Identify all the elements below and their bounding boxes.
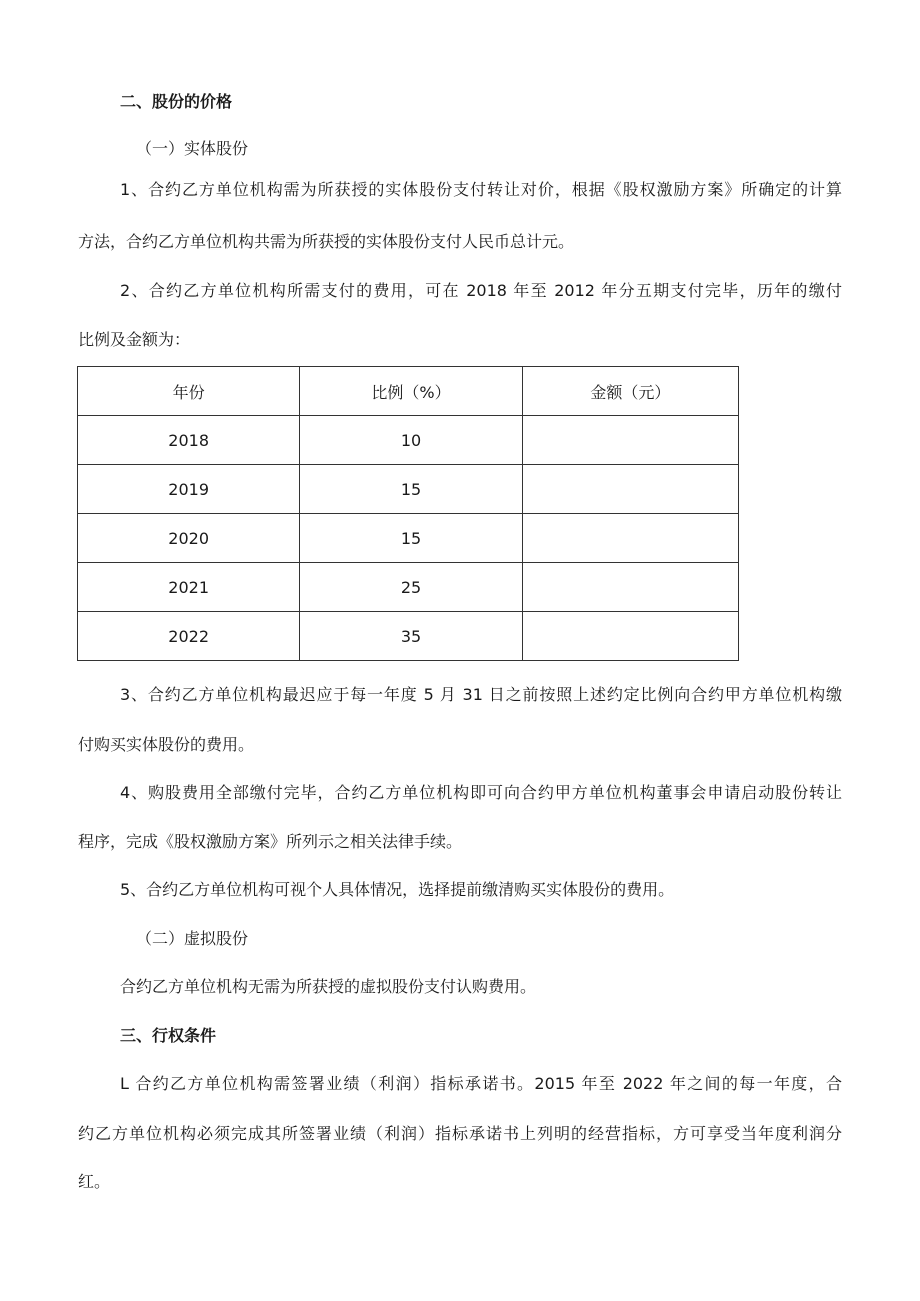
header-amount: 金额（元） [522,367,738,416]
paragraph-4-cont [78,832,842,852]
header-year: 年份 [78,367,300,416]
table-row [78,416,739,465]
section-3-line-2: 约乙方单位机构必须完成其所签署业绩（利润）指标承诺书上列明的经营指标，方可享受当年度利润分 [78,1124,842,1143]
cell-year: 2020 [78,514,300,563]
paragraph-4-line-1: 4、购股费用全部缴付完毕，合约乙方单位机构即可向合约甲方单位机构董事会申请启动股份转让 [120,783,842,802]
section-3-paragraph [78,1074,842,1094]
payment-schedule-table [77,366,739,661]
section-3-heading: 三、行权条件 [120,1026,217,1045]
paragraph-5: 5、合约乙方单位机构可视个人具体情况，选择提前缴清购买实体股份的费用。 [120,880,675,899]
cell-year: 2018 [78,416,300,465]
table-row [78,514,739,563]
section-2-heading: 二、股份的价格 [120,92,233,111]
paragraph-4 [78,783,842,803]
cell-amount [522,416,738,465]
paragraph-1-line-2: 方法，合约乙方单位机构共需为所获授的实体股份支付人民币总计元。 [78,232,575,251]
cell-ratio: 15 [300,465,522,514]
paragraph-1-cont [78,232,842,252]
cell-amount [522,514,738,563]
cell-year: 2022 [78,612,300,661]
paragraph-3-line-2: 付购买实体股份的费用。 [78,735,255,754]
paragraph-1 [78,180,842,200]
cell-amount [522,612,738,661]
table-row [78,465,739,514]
paragraph-1-line-1: 1、合约乙方单位机构需为所获授的实体股份支付转让对价，根据《股权激励方案》所确定的计算 [120,180,842,199]
paragraph-3 [78,685,842,705]
cell-ratio: 35 [300,612,522,661]
paragraph-2 [78,281,842,301]
cell-ratio: 25 [300,563,522,612]
cell-ratio: 15 [300,514,522,563]
table-row [78,612,739,661]
section-3-paragraph-end [78,1172,842,1192]
subsection-virtual-shares: （二）虚拟股份 [136,929,249,948]
paragraph-2-cont [78,330,842,350]
subsection-physical-shares: （一）实体股份 [136,139,249,158]
cell-year: 2021 [78,563,300,612]
cell-amount [522,465,738,514]
cell-year: 2019 [78,465,300,514]
table-header-row [78,367,739,416]
section-3-paragraph-cont [78,1124,842,1144]
paragraph-3-cont [78,735,842,755]
section-3-line-3: 红。 [78,1172,111,1191]
table-row [78,563,739,612]
cell-ratio: 10 [300,416,522,465]
header-ratio: 比例（%） [300,367,522,416]
section-3-line-1: L 合约乙方单位机构需签署业绩（利润）指标承诺书。2015 年至 2022 年之间的每一年度，合 [120,1074,842,1093]
paragraph-2-line-1: 2、合约乙方单位机构所需支付的费用，可在 2018 年至 2012 年分五期支付完毕，历年的缴付 [120,281,842,300]
paragraph-2-line-2: 比例及金额为： [78,330,191,349]
cell-amount [522,563,738,612]
paragraph-3-line-1: 3、合约乙方单位机构最迟应于每一年度 5 月 31 日之前按照上述约定比例向合约甲方单位机构缴 [120,685,842,704]
paragraph-4-line-2: 程序，完成《股权激励方案》所列示之相关法律手续。 [78,832,463,851]
virtual-shares-text: 合约乙方单位机构无需为所获授的虚拟股份支付认购费用。 [120,977,537,996]
